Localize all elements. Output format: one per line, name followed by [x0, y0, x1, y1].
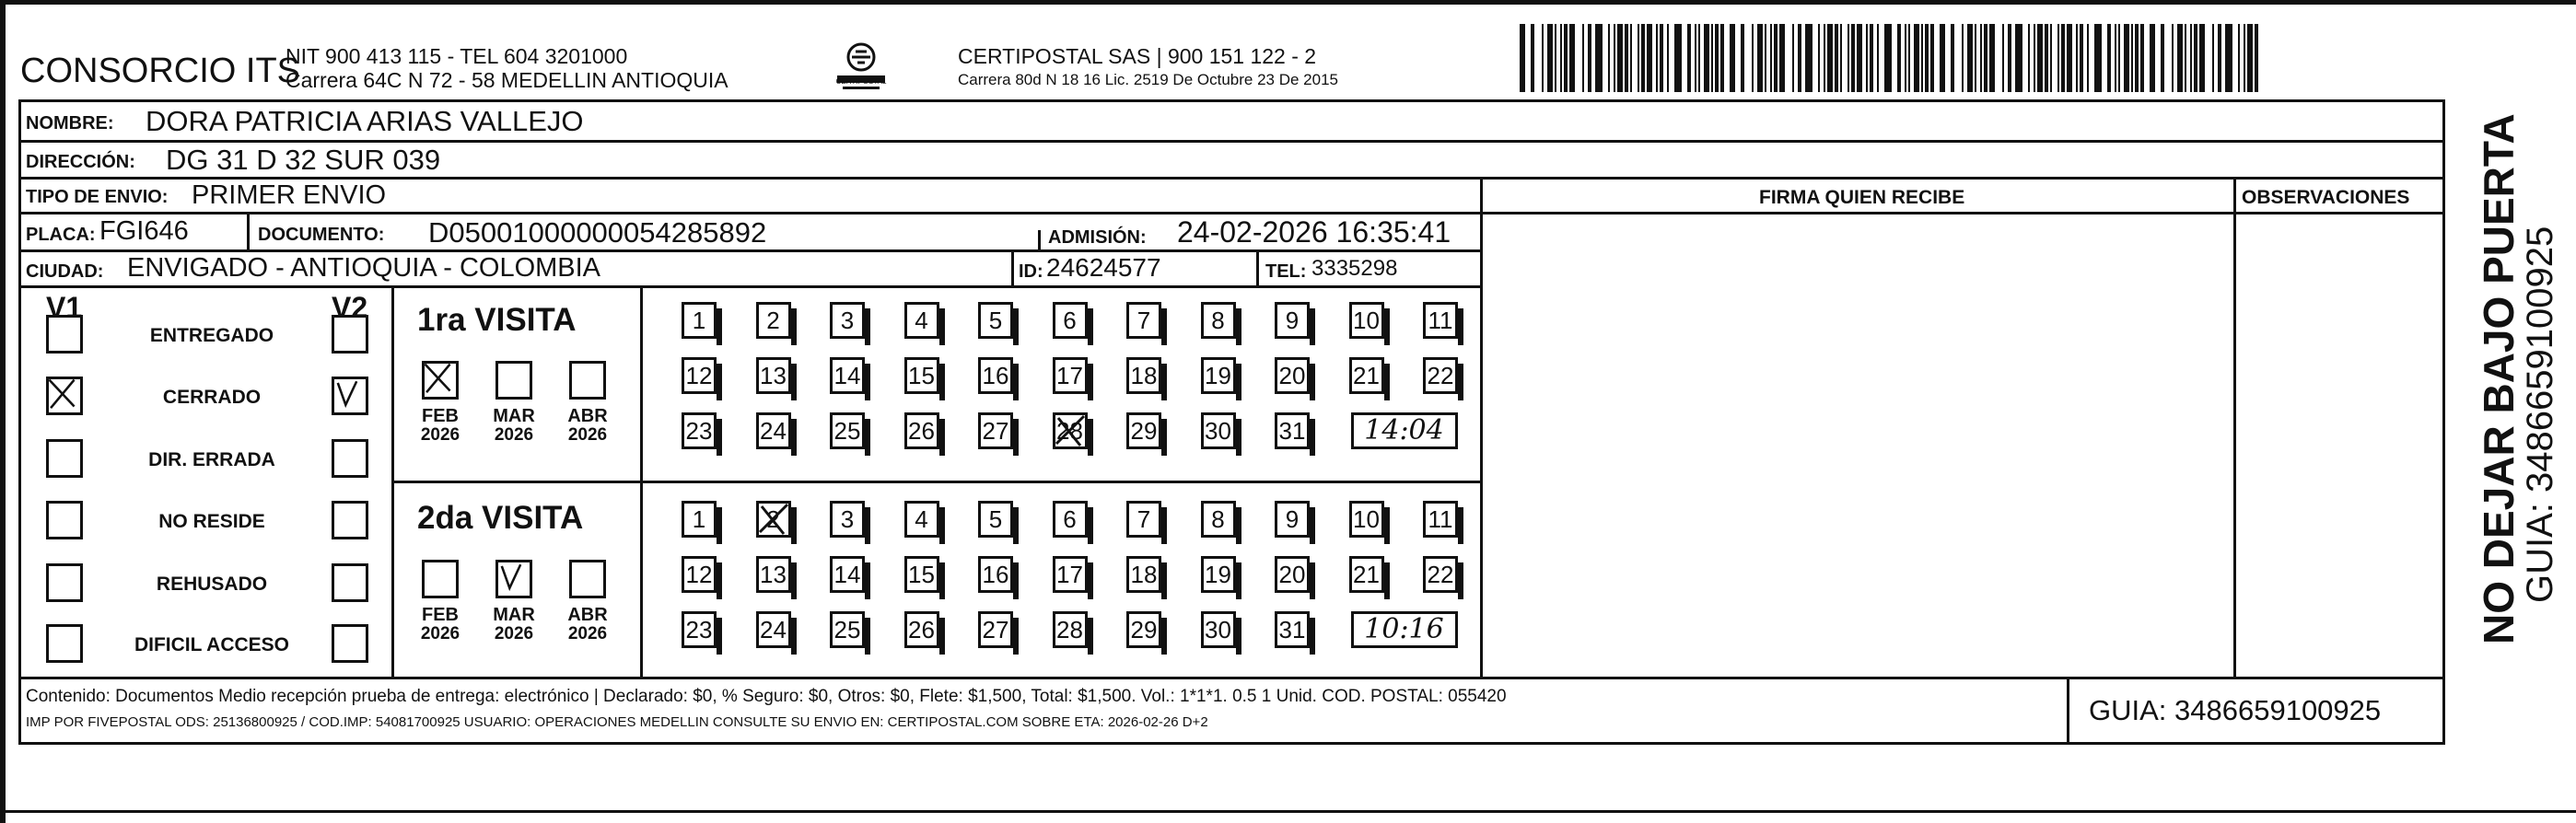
barcode-bar [2150, 24, 2155, 92]
month-name: ABR [567, 605, 608, 625]
month-checkbox[interactable] [495, 361, 532, 400]
barcode-bar [1905, 24, 1906, 92]
barcode-bar [2008, 24, 2011, 92]
barcode-bar [2061, 24, 2065, 92]
first-visit-title: 1ra VISITA [417, 302, 577, 338]
frame-left [18, 99, 21, 744]
barcode-bar [1667, 24, 1669, 92]
placa-label: PLACA: [26, 225, 96, 245]
day-box[interactable]: 7 [1126, 501, 1161, 538]
barcode-bar [2034, 24, 2035, 92]
barcode-bar [1792, 24, 1794, 92]
barcode-bar [2247, 24, 2253, 92]
nombre-label: NOMBRE: [26, 113, 114, 133]
day-box[interactable]: 30 [1201, 412, 1236, 449]
barcode-bar [1967, 24, 1973, 92]
barcode-bar [1805, 24, 1813, 92]
barcode-bar [1542, 24, 1544, 92]
day-box[interactable]: 26 [904, 611, 939, 648]
handwritten-time: 10:16 [1351, 611, 1458, 648]
barcode-bar [1647, 24, 1652, 92]
day-box[interactable]: 17 [1053, 556, 1088, 593]
day-box[interactable]: 13 [756, 556, 791, 593]
day-box[interactable]: 3 [830, 501, 865, 538]
day-box[interactable]: 8 [1201, 302, 1236, 339]
day-box[interactable]: 6 [1053, 501, 1088, 538]
barcode-bar [1951, 24, 1954, 92]
v2-checkbox[interactable] [332, 501, 368, 539]
tel-divider [1256, 249, 1259, 286]
barcode-bar [2118, 24, 2120, 92]
day-box[interactable]: 13 [756, 357, 791, 394]
status-label: REHUSADO [156, 574, 268, 595]
footer-guia: GUIA: 3486659100925 [2089, 694, 2382, 726]
tel-label: TEL: [1265, 261, 1307, 282]
day-box[interactable]: 14 [830, 556, 865, 593]
month-year: 2026 [567, 425, 608, 445]
barcode-bar [2057, 24, 2059, 92]
day-box[interactable]: 20 [1275, 556, 1310, 593]
barcode-bar [1555, 24, 1556, 92]
col-obs-left [2233, 177, 2236, 678]
barcode-bar [1770, 24, 1772, 92]
barcode-bar [1752, 24, 1754, 92]
day-box[interactable]: 9 [1275, 501, 1310, 538]
day-box[interactable]: 30 [1201, 611, 1236, 648]
barcode-bar [2067, 24, 2072, 92]
barcode-bar [2238, 24, 2240, 92]
barcode-bar [2194, 24, 2197, 92]
barcode-bar [1660, 24, 1663, 92]
barcode-bar [1569, 24, 1575, 92]
barcode-bar [2172, 24, 2174, 92]
day-box[interactable]: 15 [904, 556, 939, 593]
barcode-bar [2124, 24, 2129, 92]
day-box[interactable]: 5 [978, 501, 1013, 538]
barcode-bar [1520, 24, 1525, 92]
tipo-envio-label: TIPO DE ENVIO: [26, 187, 169, 207]
status-label: CERRADO [162, 387, 262, 408]
day-box[interactable]: 7 [1126, 302, 1161, 339]
left-edge [0, 0, 6, 823]
top-edge [0, 0, 2576, 5]
day-box[interactable]: 25 [830, 611, 865, 648]
barcode-bar [2244, 24, 2245, 92]
documento-label: DOCUMENTO: [258, 225, 385, 245]
day-box[interactable]: 16 [978, 357, 1013, 394]
admision-divider [1038, 230, 1041, 250]
v1-checkbox[interactable] [46, 315, 83, 354]
day-box[interactable]: 29 [1126, 611, 1161, 648]
day-box[interactable]: 17 [1053, 357, 1088, 394]
v2-checkbox[interactable] [332, 624, 368, 663]
day-box[interactable]: 19 [1201, 556, 1236, 593]
barcode-bar [1715, 24, 1719, 92]
barcode-bar [1779, 24, 1785, 92]
month-checkbox[interactable] [569, 361, 606, 400]
barcode-bar [1656, 24, 1658, 92]
company-name: CONSORCIO ITS [20, 52, 301, 90]
barcode-bar [1984, 24, 1987, 92]
day-box[interactable]: 1 [682, 501, 717, 538]
barcode-bar [2037, 24, 2043, 92]
barcode-bar [1851, 24, 1855, 92]
barcode-bar [1774, 24, 1778, 92]
barcode-bar [1824, 24, 1825, 92]
barcode-bar [1698, 24, 1700, 92]
day-mark-icon [759, 504, 788, 535]
nombre-value: DORA PATRICIA ARIAS VALLEJO [146, 105, 584, 137]
day-box[interactable]: 14 [830, 357, 865, 394]
day-box[interactable]: 27 [978, 611, 1013, 648]
month-name: FEB [422, 605, 459, 625]
first-visit-divider [640, 285, 643, 482]
day-box[interactable]: 31 [1275, 611, 1310, 648]
month-year: 2026 [567, 624, 608, 643]
day-box[interactable]: 29 [1126, 412, 1161, 449]
barcode-bar [1930, 24, 1934, 92]
barcode-bar [2218, 24, 2221, 92]
barcode-bar [1695, 24, 1696, 92]
barcode-bar [1608, 24, 1610, 92]
visits-mid-line [391, 481, 1482, 483]
barcode-bar [2087, 24, 2089, 92]
carrier-line2: Carrera 80d N 18 16 Lic. 2519 De Octubre 23 De 2015 [958, 71, 1338, 88]
barcode-bar [1962, 24, 1964, 92]
footer-imp: IMP POR FIVEPOSTAL ODS: 25136800925 / COD.IMP: 54081700925 USUARIO: OPERACIONES MEDELLIN CONSULTE SU ENVIO EN: CERTIPOSTAL.COM SOBRE ETA: 2026-02-26 D+2 [26, 714, 1208, 730]
bottom-edge [0, 810, 2576, 813]
barcode-bar [2199, 24, 2205, 92]
barcode-bar [1827, 24, 1833, 92]
barcode-bar [1641, 24, 1645, 92]
month-name: MAR [493, 605, 535, 625]
day-box[interactable]: 28 [1053, 611, 1088, 648]
barcode-bar [2177, 24, 2183, 92]
day-box[interactable]: 5 [978, 302, 1013, 339]
second-visit-title: 2da VISITA [417, 500, 584, 536]
frame-bottom [18, 742, 2445, 745]
barcode-bar [2185, 24, 2186, 92]
logo-text: CERTIPOSTAL [835, 77, 887, 86]
v1-checkbox[interactable] [46, 501, 83, 539]
barcode-bar [1908, 24, 1910, 92]
barcode-bar [2255, 24, 2258, 92]
month-year: 2026 [494, 425, 534, 445]
barcode-bar [1857, 24, 1862, 92]
day-box[interactable]: 10 [1349, 501, 1384, 538]
barcode-bar [2140, 24, 2144, 92]
barcode-bar [2107, 24, 2111, 92]
barcode-bar [1980, 24, 1982, 92]
day-box[interactable]: 16 [978, 556, 1013, 593]
month-year: 2026 [420, 624, 460, 643]
second-visit-divider [640, 481, 643, 678]
admision-value: 24-02-2026 16:35:41 [1177, 215, 1451, 249]
barcode-bar [2094, 24, 2102, 92]
day-box[interactable]: 28 [1053, 412, 1088, 449]
status-label: DIR. ERRADA [148, 449, 275, 470]
company-line2: Carrera 64C N 72 - 58 MEDELLIN ANTIOQUIA [286, 68, 729, 92]
month-name: FEB [422, 406, 459, 426]
frame-top [18, 99, 2445, 102]
no-dejar-bajo-puerta: NO DEJAR BAJO PUERTA [2475, 113, 2523, 644]
barcode-bar [1975, 24, 1976, 92]
month-year: 2026 [494, 624, 534, 643]
barcode-bar [2225, 24, 2232, 92]
frame-right [2442, 99, 2445, 744]
barcode-bar [1704, 24, 1709, 92]
barcode-bar [1625, 24, 1628, 92]
v2-checkbox[interactable] [332, 563, 368, 602]
month-label [560, 606, 615, 643]
day-box[interactable]: 9 [1275, 302, 1310, 339]
month-checkbox[interactable] [422, 560, 459, 598]
day-box[interactable]: 24 [756, 412, 791, 449]
v2-checkbox[interactable] [332, 439, 368, 478]
barcode-bar [1897, 24, 1901, 92]
barcode-bar [1560, 24, 1562, 92]
day-box[interactable]: 12 [682, 357, 717, 394]
day-box[interactable]: 20 [1275, 357, 1310, 394]
day-box[interactable]: 4 [904, 302, 939, 339]
v1-checkbox[interactable] [46, 624, 83, 663]
day-box[interactable]: 6 [1053, 302, 1088, 339]
month-year: 2026 [420, 425, 460, 445]
barcode-bar [1588, 24, 1591, 92]
barcode-bar [2028, 24, 2030, 92]
barcode-bar [1989, 24, 1995, 92]
barcode-bar [1638, 24, 1639, 92]
barcode-bar [1564, 24, 1568, 92]
day-box[interactable]: 24 [756, 611, 791, 648]
barcode-bar [1847, 24, 1849, 92]
barcode-bar [1840, 24, 1842, 92]
barcode-bar [1884, 24, 1892, 92]
admision-label: ADMISIÓN: [1048, 227, 1147, 248]
barcode-bar [1798, 24, 1801, 92]
handwritten-time: 14:04 [1351, 412, 1458, 449]
day-box[interactable]: 11 [1423, 501, 1458, 538]
id-value: 24624577 [1046, 253, 1161, 282]
month-checkbox[interactable] [422, 361, 459, 400]
footer-guia-divider [2067, 677, 2069, 744]
direccion-label: DIRECCIÓN: [26, 152, 135, 172]
barcode-bar [2135, 24, 2139, 92]
v1-checkbox[interactable] [46, 439, 83, 478]
day-box[interactable]: 10 [1349, 302, 1384, 339]
barcode-bar [2080, 24, 2083, 92]
row-line-4 [18, 249, 1483, 252]
day-box[interactable]: 3 [830, 302, 865, 339]
month-checkbox[interactable] [569, 560, 606, 598]
barcode-bar [2076, 24, 2078, 92]
carrier-line1: CERTIPOSTAL SAS | 900 151 122 - 2 [958, 44, 1317, 68]
month-name: MAR [493, 406, 535, 426]
barcode-bar [1730, 24, 1735, 92]
barcode-bar [1877, 24, 1879, 92]
tipo-envio-value: PRIMER ENVIO [192, 180, 387, 210]
barcode-bar [2212, 24, 2214, 92]
col-firma-left [1480, 177, 1483, 678]
barcode-bar [1741, 24, 1744, 92]
v1-checkbox[interactable] [46, 377, 83, 415]
barcode-bar [1711, 24, 1713, 92]
ciudad-label: CIUDAD: [26, 261, 104, 282]
company-line1: NIT 900 413 115 - TEL 604 3201000 [286, 44, 628, 68]
v1-checkbox[interactable] [46, 563, 83, 602]
barcode-bar [2002, 24, 2004, 92]
day-box[interactable]: 21 [1349, 556, 1384, 593]
status-label: DIFICIL ACCESO [134, 634, 289, 655]
barcode-bar [2015, 24, 2022, 92]
day-box[interactable]: 22 [1423, 357, 1458, 394]
documento-value: D05001000000054285892 [428, 216, 767, 249]
row-line-1 [18, 140, 2445, 143]
side-guia: GUIA: 3486659100925 [2520, 226, 2560, 603]
v1-header: V1 [46, 291, 83, 324]
barcode-bar [2045, 24, 2048, 92]
barcode-bar [1595, 24, 1603, 92]
barcode [1520, 24, 2266, 92]
barcode-bar [1630, 24, 1632, 92]
v2-checkbox[interactable] [332, 315, 368, 354]
status-label: NO RESIDE [158, 511, 265, 532]
barcode-bar [1940, 24, 1945, 92]
barcode-bar [2161, 24, 2164, 92]
ciudad-value: ENVIGADO - ANTIOQUIA - COLOMBIA [127, 253, 601, 283]
month-label [560, 407, 615, 445]
status-label: ENTREGADO [149, 325, 274, 346]
barcode-bar [1582, 24, 1584, 92]
firma-header: FIRMA QUIEN RECIBE [1759, 187, 1965, 208]
day-box[interactable]: 23 [682, 611, 717, 648]
barcode-bar [1835, 24, 1838, 92]
month-label [413, 606, 468, 643]
month-label [486, 606, 542, 643]
day-box[interactable]: 19 [1201, 357, 1236, 394]
day-box[interactable]: 18 [1126, 357, 1161, 394]
day-box[interactable]: 1 [682, 302, 717, 339]
day-box[interactable]: 4 [904, 501, 939, 538]
day-mark-icon [1055, 415, 1085, 446]
barcode-bar [2115, 24, 2116, 92]
v2-checkbox[interactable] [332, 377, 368, 415]
barcode-bar [2050, 24, 2052, 92]
barcode-bar [1531, 24, 1534, 92]
row-line-5 [18, 285, 1483, 288]
row-line-3 [18, 212, 2445, 214]
day-box[interactable]: 11 [1423, 302, 1458, 339]
day-box[interactable]: 22 [1423, 556, 1458, 593]
day-box[interactable]: 15 [904, 357, 939, 394]
barcode-bar [1674, 24, 1682, 92]
month-label [486, 407, 542, 445]
barcode-bar [1720, 24, 1724, 92]
barcode-bar [1617, 24, 1623, 92]
day-box[interactable]: 2 [756, 501, 791, 538]
barcode-bar [1925, 24, 1929, 92]
day-box[interactable]: 8 [1201, 501, 1236, 538]
direccion-value: DG 31 D 32 SUR 039 [166, 144, 441, 176]
day-box[interactable]: 18 [1126, 556, 1161, 593]
barcode-bar [1866, 24, 1868, 92]
v2-header: V2 [332, 291, 368, 324]
barcode-bar [2190, 24, 2192, 92]
id-divider [1011, 249, 1014, 286]
month-label [413, 407, 468, 445]
observaciones-header: OBSERVACIONES [2242, 187, 2410, 208]
month-checkbox[interactable] [495, 560, 532, 598]
barcode-bar [1687, 24, 1691, 92]
month-name: ABR [567, 406, 608, 426]
day-box[interactable]: 26 [904, 412, 939, 449]
day-box[interactable]: 23 [682, 412, 717, 449]
id-label: ID: [1019, 261, 1043, 282]
footer-content: Contenido: Documentos Medio recepción prueba de entrega: electrónico | Declarado: $0, % Seguro: $0, Otros: $0, Flete: $1,500, Total: $1,500. Vol.: 1*1*1. 0.5 1 Unid. COD. POSTAL: 055420 [26, 687, 1507, 706]
barcode-bar [1614, 24, 1615, 92]
barcode-bar [2131, 24, 2133, 92]
day-box[interactable]: 31 [1275, 412, 1310, 449]
barcode-bar [1765, 24, 1766, 92]
frame-footer-top [18, 677, 2445, 679]
barcode-bar [1870, 24, 1873, 92]
placa-value: FGI646 [99, 216, 189, 246]
tel-value: 3335298 [1311, 256, 1398, 281]
row-line-2 [18, 177, 2445, 180]
day-box[interactable]: 27 [978, 412, 1013, 449]
barcode-bar [1757, 24, 1763, 92]
barcode-bar [1921, 24, 1923, 92]
day-box[interactable]: 21 [1349, 357, 1384, 394]
barcode-bar [1818, 24, 1820, 92]
day-box[interactable]: 12 [682, 556, 717, 593]
day-box[interactable]: 2 [756, 302, 791, 339]
placa-divider [247, 212, 250, 250]
barcode-bar [1914, 24, 1919, 92]
day-box[interactable]: 25 [830, 412, 865, 449]
barcode-bar [1547, 24, 1553, 92]
